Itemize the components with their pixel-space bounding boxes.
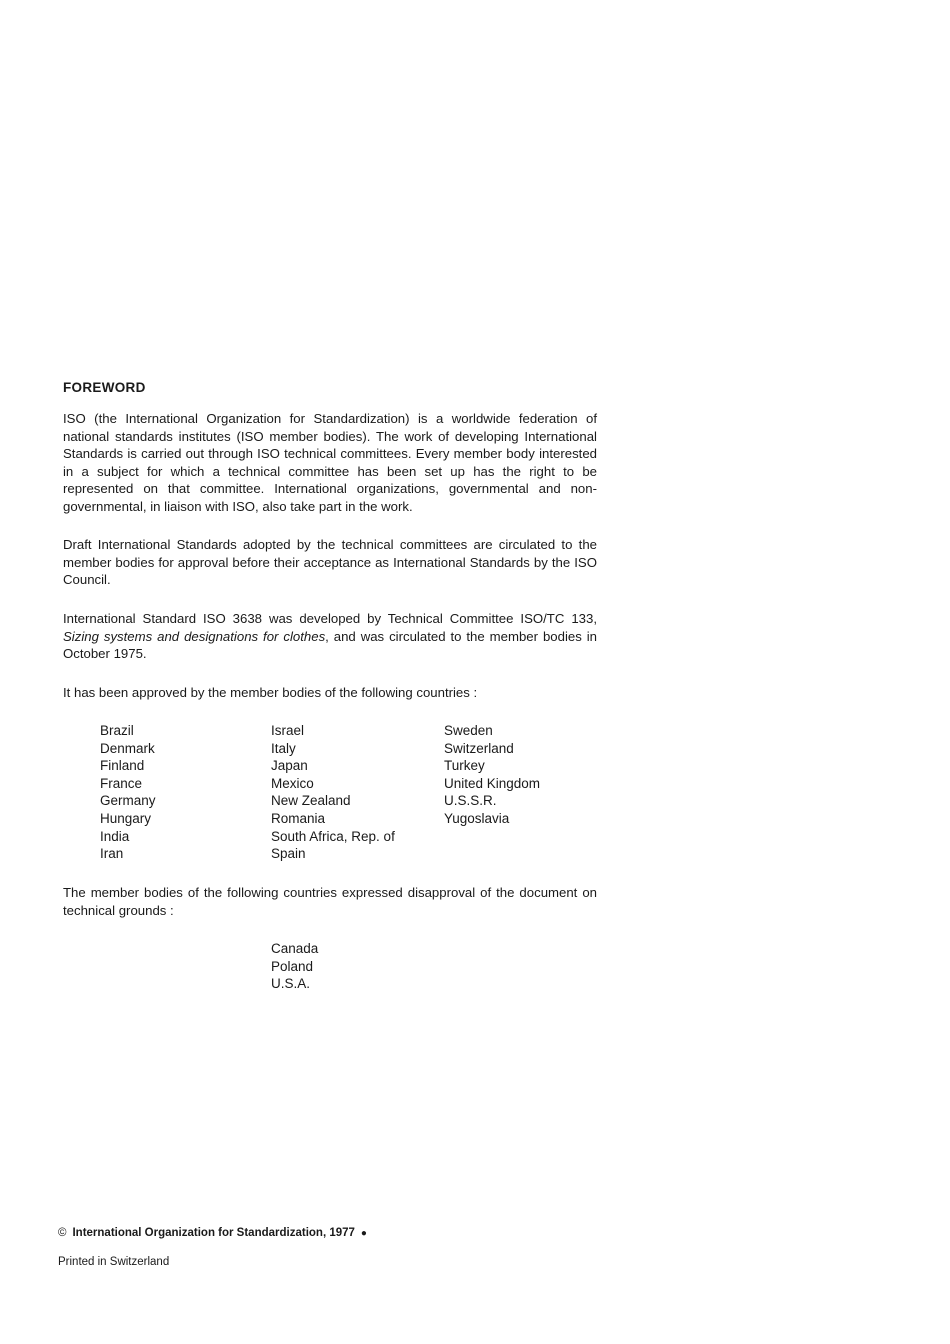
country-item: Mexico [271, 775, 314, 791]
country-item: South Africa, Rep. of [271, 828, 395, 844]
country-item: U.S.S.R. [444, 793, 497, 809]
country-item: Hungary [100, 810, 152, 826]
bullet-icon: ● [360, 1228, 367, 1239]
country-item: India [100, 828, 130, 844]
approved-countries-column-2 [271, 722, 395, 863]
foreword-paragraph-3 [63, 610, 597, 663]
country-item: Italy [271, 740, 296, 756]
country-item: Romania [271, 810, 326, 826]
country-item: Iran [100, 846, 124, 862]
foreword-heading: FOREWORD [63, 380, 146, 395]
p3-text-after: , and was circulated to the member bodies in October 1975. [63, 628, 597, 662]
country-item: Canada [271, 941, 319, 956]
approval-statement: It has been approved by the member bodies of the following countries : [63, 685, 478, 700]
committee-title: Sizing systems and designations for clothes [63, 628, 326, 644]
country-item: New Zealand [271, 793, 351, 809]
country-item: U.S.A. [271, 976, 311, 992]
country-item: Switzerland [444, 740, 514, 756]
copyright-symbol: © [58, 1227, 67, 1239]
country-item: United Kingdom [444, 775, 541, 791]
country-item: Japan [271, 758, 308, 774]
country-item: Brazil [100, 723, 134, 738]
approved-countries-column-1 [100, 722, 156, 863]
country-item: Poland [271, 958, 314, 974]
country-item: Germany [100, 793, 156, 809]
disapproval-statement: The member bodies of the following countries expressed disapproval of the document on technical grounds : [63, 885, 597, 918]
country-item: Sweden [444, 723, 493, 738]
country-item: Turkey [444, 758, 485, 774]
country-item: Finland [100, 758, 145, 774]
copyright-line [58, 1227, 367, 1239]
p3-text-before: International Standard ISO 3638 was developed by Technical Committee ISO/TC 133, [63, 611, 597, 626]
country-item: Israel [271, 723, 305, 738]
foreword-paragraph-2: Draft International Standards adopted by the technical committees are circulated to the member bodies for approval before their acceptance as International Standards by the ISO Council. [63, 537, 597, 588]
country-item: Denmark [100, 740, 155, 756]
country-item: Spain [271, 846, 306, 862]
country-item: Yugoslavia [444, 810, 510, 826]
country-item: France [100, 775, 143, 791]
copyright-text: International Organization for Standardization, 1977 [72, 1227, 355, 1239]
disapproved-countries-list [271, 940, 318, 993]
foreword-paragraph-1: ISO (the International Organization for Standardization) is a worldwide federation of national standards institutes (ISO member bodies). The work of developing International Standards is carried out through ISO technical committees. Every member body interested in a subject for which a technical committee has been set up has the right to be represented on that committee. International organizations, governmental and non-governmental, in liaison with ISO, also take part in the work. [63, 411, 597, 514]
approved-countries-column-3 [444, 722, 540, 828]
printed-in-line: Printed in Switzerland [58, 1256, 170, 1268]
